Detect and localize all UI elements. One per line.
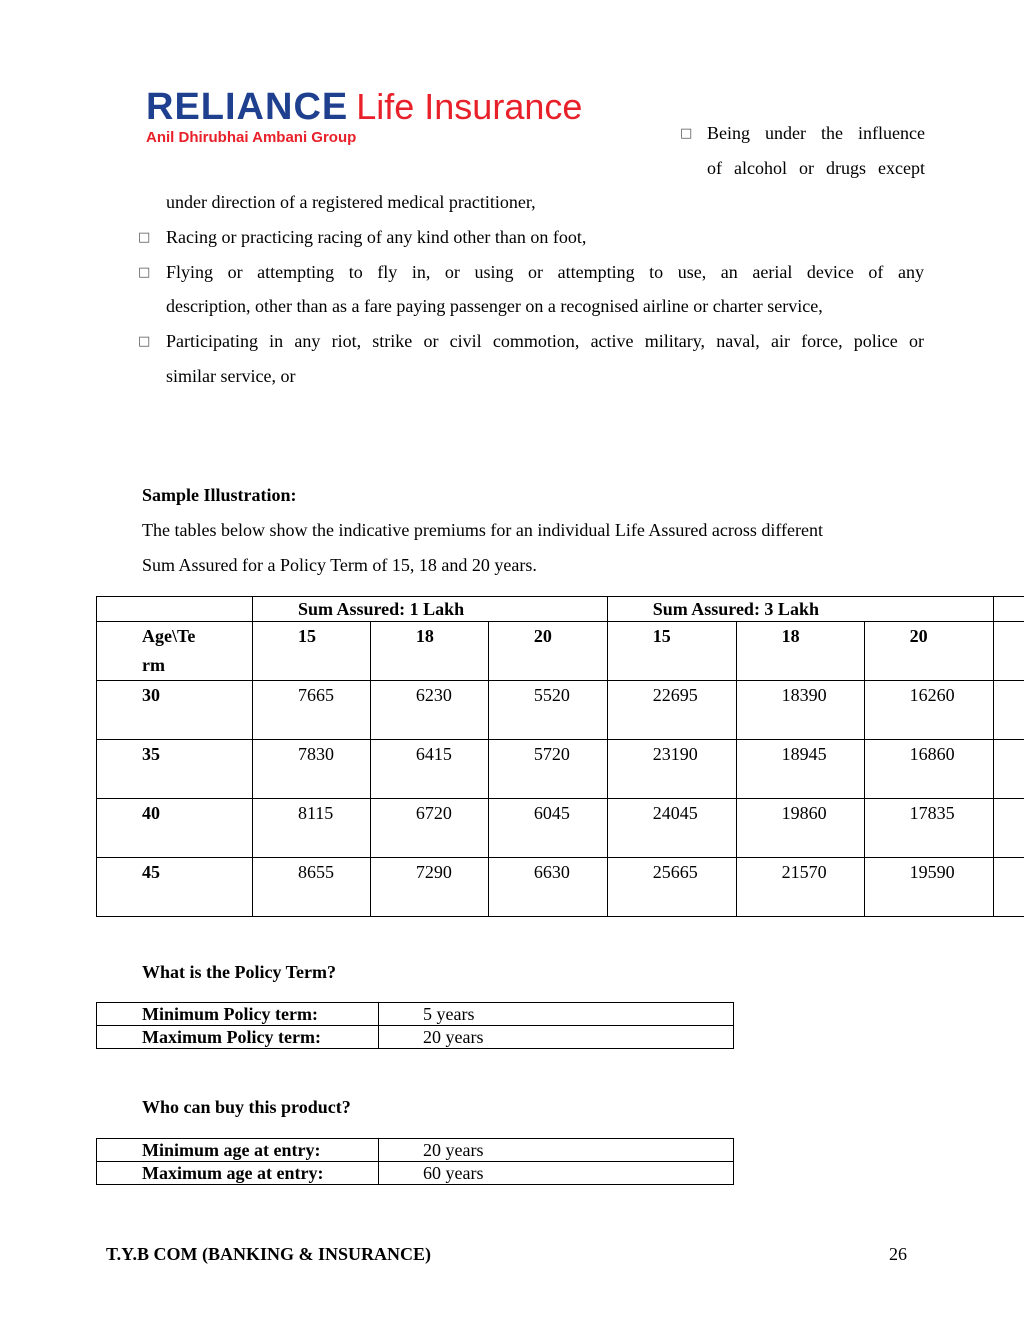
policy-term-table	[96, 1002, 734, 1049]
bullet-icon: □	[138, 265, 151, 280]
premium-cell: 18945	[736, 740, 864, 799]
table-row	[97, 1162, 734, 1185]
premium-cell: 6230	[370, 681, 488, 740]
table-row	[97, 681, 1024, 740]
logo-group: Anil Dhirubhai Ambani Group	[146, 129, 357, 146]
table-row	[97, 1003, 734, 1026]
bullet-alcohol-line2: of alcohol or drugs except	[707, 158, 925, 178]
bullet-icon: □	[138, 334, 151, 349]
premium-cell: 25665	[607, 858, 736, 917]
eligibility-heading: Who can buy this product?	[142, 1097, 351, 1117]
footer-course: T.Y.B COM (BANKING & INSURANCE)	[106, 1244, 432, 1264]
age-cell: 40	[97, 799, 253, 858]
term-header: 20	[864, 622, 993, 681]
table-row	[97, 1139, 734, 1162]
premium-cell: 8655	[252, 858, 370, 917]
min-entry-age-value: 20 years	[379, 1139, 734, 1162]
premium-cell: 16860	[864, 740, 993, 799]
premium-cell: 21570	[736, 858, 864, 917]
age-cell: 45	[97, 858, 253, 917]
logo-brand: RELIANCE	[146, 86, 349, 128]
group-header-3-lakh: Sum Assured: 3 Lakh	[607, 597, 993, 622]
reliance-logo	[146, 86, 582, 129]
term-header: 20	[488, 622, 607, 681]
premium-cell: 18390	[736, 681, 864, 740]
premium-cell: 17835	[864, 799, 993, 858]
term-header: 15	[607, 622, 736, 681]
page-number: 26	[889, 1244, 907, 1264]
premium-cell: 24045	[607, 799, 736, 858]
bullet-riot-line2: similar service, or	[166, 366, 296, 386]
table-row	[97, 799, 1024, 858]
bullet-flying-line1: Flying or attempting to fly in, or using or attempting to use, an aerial device of any	[166, 262, 924, 282]
header-blank-cell	[97, 597, 253, 622]
term-header: 15	[252, 622, 370, 681]
premium-cell: 19590	[864, 858, 993, 917]
eligibility-table	[96, 1138, 734, 1185]
term-header: 18	[736, 622, 864, 681]
bullet-icon: □	[680, 126, 693, 141]
illustration-heading: Sample Illustration:	[142, 485, 297, 505]
max-entry-age-label: Maximum age at entry:	[97, 1162, 379, 1185]
bullet-alcohol-line3: under direction of a registered medical practitioner,	[166, 192, 536, 212]
max-entry-age-value: 60 years	[379, 1162, 734, 1185]
age-term-header: Age\Term	[97, 622, 253, 681]
age-cell: 30	[97, 681, 253, 740]
illustration-desc-line2: Sum Assured for a Policy Term of 15, 18 and 20 years.	[142, 555, 537, 575]
premium-cell: 6415	[370, 740, 488, 799]
table-row	[97, 740, 1024, 799]
premium-cell: 7665	[252, 681, 370, 740]
premium-cell: 23190	[607, 740, 736, 799]
min-policy-term-label: Minimum Policy term:	[97, 1003, 379, 1026]
illustration-desc-line1: The tables below show the indicative premiums for an individual Life Assured across different	[142, 520, 823, 540]
logo-product: Life Insurance	[356, 86, 583, 127]
age-cell: 35	[97, 740, 253, 799]
bullet-flying-line2: description, other than as a fare paying passenger on a recognised airline or charter service,	[166, 296, 823, 316]
min-policy-term-value: 5 years	[379, 1003, 734, 1026]
premium-table	[96, 596, 1024, 917]
premium-cell: 7290	[370, 858, 488, 917]
premium-cell: 7830	[252, 740, 370, 799]
premium-cell: 5720	[488, 740, 607, 799]
bullet-racing: Racing or practicing racing of any kind other than on foot,	[166, 227, 587, 247]
table-row	[97, 1026, 734, 1049]
bullet-riot-line1: Participating in any riot, strike or civil commotion, active military, naval, air force, police or	[166, 331, 924, 351]
max-policy-term-value: 20 years	[379, 1026, 734, 1049]
premium-cell: 6630	[488, 858, 607, 917]
min-entry-age-label: Minimum age at entry:	[97, 1139, 379, 1162]
premium-cell: 6720	[370, 799, 488, 858]
group-header-1-lakh: Sum Assured: 1 Lakh	[252, 597, 607, 622]
premium-cell: 6045	[488, 799, 607, 858]
premium-cell: 8115	[252, 799, 370, 858]
premium-cell: 22695	[607, 681, 736, 740]
premium-cell: 16260	[864, 681, 993, 740]
max-policy-term-label: Maximum Policy term:	[97, 1026, 379, 1049]
premium-cell: 5520	[488, 681, 607, 740]
bullet-icon: □	[138, 230, 151, 245]
term-header: 18	[370, 622, 488, 681]
policy-term-heading: What is the Policy Term?	[142, 962, 336, 982]
premium-cell: 19860	[736, 799, 864, 858]
bullet-alcohol-line1: Being under the influence	[707, 123, 925, 143]
table-row	[97, 858, 1024, 917]
